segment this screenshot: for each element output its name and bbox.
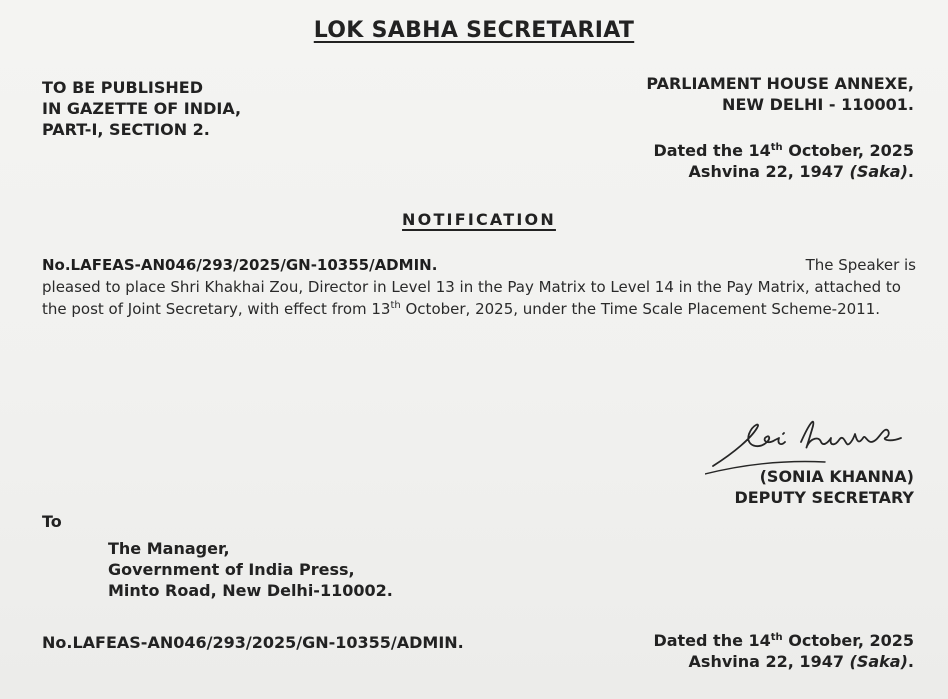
- signatory-designation: DEPUTY SECRETARY: [734, 488, 914, 507]
- notification-speaker-text: The Speaker is: [805, 256, 916, 274]
- footer-date-line: Dated the 14th October, 2025: [653, 631, 914, 650]
- page-title: LOK SABHA SECRETARIAT: [313, 18, 635, 43]
- to-label: To: [42, 512, 62, 531]
- header-saka-line: Ashvina 22, 1947 (Saka).: [688, 162, 914, 181]
- recipient-line-1: The Manager,: [108, 539, 230, 558]
- publication-line-1: TO BE PUBLISHED: [42, 78, 203, 97]
- footer-saka-line: Ashvina 22, 1947 (Saka).: [688, 652, 914, 671]
- office-address: [646, 73, 914, 115]
- notification-body: [42, 254, 916, 320]
- footer-ref-no: No.LAFEAS-AN046/293/2025/GN-10355/ADMIN.: [42, 633, 464, 652]
- recipient-line-2: Government of India Press,: [108, 560, 355, 579]
- recipient-line-3: Minto Road, New Delhi-110002.: [108, 581, 393, 600]
- recipient-address: [108, 538, 393, 601]
- publication-line-3: PART-I, SECTION 2.: [42, 120, 210, 139]
- signatory-block: [734, 466, 914, 508]
- footer-date: [653, 630, 914, 672]
- notification-text: pleased to place Shri Khakhai Zou, Director in Level 13 in the Pay Matrix to Level 14 in the Pay Matrix, attached to the post of Joint Secretary, with effect from 13th October, 2025, under the Time Scale Placement Scheme-2011.: [42, 278, 901, 318]
- address-line-1: PARLIAMENT HOUSE ANNEXE,: [646, 74, 914, 93]
- notification-ref-no: No.LAFEAS-AN046/293/2025/GN-10355/ADMIN.: [42, 256, 438, 274]
- publication-note: [42, 77, 241, 140]
- notification-heading: NOTIFICATION: [402, 210, 556, 229]
- header-date: [653, 140, 914, 182]
- publication-line-2: IN GAZETTE OF INDIA,: [42, 99, 242, 118]
- address-line-2: NEW DELHI - 110001.: [722, 95, 914, 114]
- header-date-line: Dated the 14th October, 2025: [653, 141, 914, 160]
- signatory-name: (SONIA KHANNA): [759, 467, 914, 486]
